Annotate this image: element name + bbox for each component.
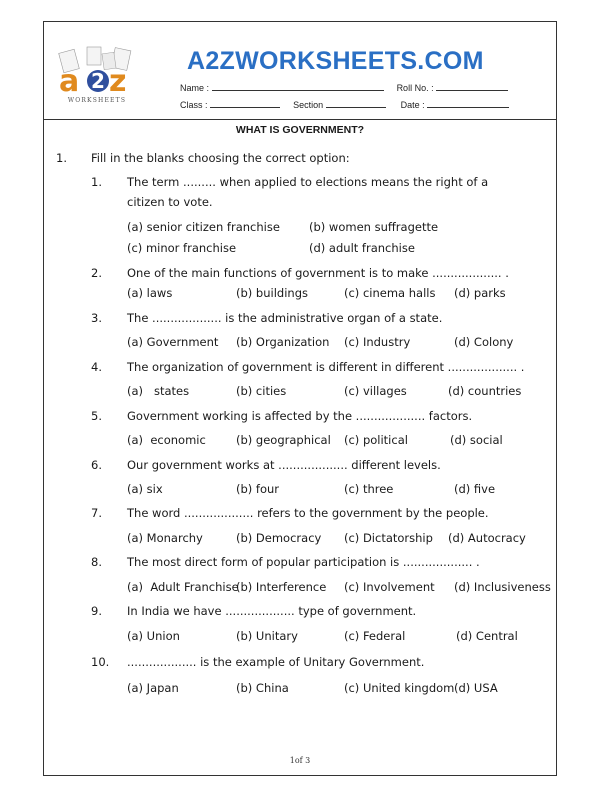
section-field[interactable] — [326, 100, 386, 108]
option-d[interactable]: (d) parks — [454, 286, 506, 300]
question-stem: The ................... is the administrative organ of a state. — [127, 311, 443, 325]
roll-label: Roll No. : — [396, 83, 434, 93]
question-stem: ................... is the example of Unitary Government. — [127, 655, 425, 669]
option-c[interactable]: (c) United kingdom — [344, 681, 455, 695]
name-field[interactable] — [212, 83, 384, 91]
option-d[interactable]: (d) Autocracy — [448, 531, 526, 545]
option-b[interactable]: (b) cities — [236, 384, 287, 398]
option-b[interactable]: (b) Organization — [236, 335, 330, 349]
option-d[interactable]: (d) adult franchise — [309, 241, 415, 255]
question-number: 10. — [91, 655, 110, 669]
option-b[interactable]: (b) four — [236, 482, 280, 496]
header-divider — [43, 119, 557, 120]
option-b[interactable]: (b) Interference — [236, 580, 327, 594]
option-c[interactable]: (c) Industry — [344, 335, 411, 349]
option-c[interactable]: (c) Dictatorship — [344, 531, 433, 545]
question-stem: Our government works at ................... different levels. — [127, 458, 441, 472]
question-stem: The word ................... refers to the government by the people. — [127, 506, 489, 520]
svg-text:2: 2 — [91, 69, 105, 93]
worksheet-title: WHAT IS GOVERNMENT? — [235, 124, 365, 136]
class-field[interactable] — [210, 100, 280, 108]
option-a[interactable]: (a) states — [127, 384, 190, 398]
question-number: 2. — [91, 266, 102, 280]
option-b[interactable]: (b) geographical — [236, 433, 331, 447]
logo-caption: WORKSHEETS — [67, 97, 127, 104]
option-c[interactable]: (c) Involvement — [344, 580, 435, 594]
date-label: Date : — [400, 100, 425, 110]
option-b[interactable]: (b) Democracy — [236, 531, 322, 545]
class-label: Class : — [180, 100, 208, 110]
option-d[interactable]: (d) countries — [448, 384, 522, 398]
option-a[interactable]: (a) Government — [127, 335, 219, 349]
question-number: 1. — [91, 175, 102, 189]
question-stem: Government working is affected by the ................... factors. — [127, 409, 473, 423]
instruction-text: Fill in the blanks choosing the correct option: — [91, 151, 350, 165]
question-number: 9. — [91, 604, 102, 618]
question-stem: The organization of government is different in different ................... . — [127, 360, 525, 374]
option-a[interactable]: (a) Japan — [127, 681, 179, 695]
option-d[interactable]: (d) USA — [454, 681, 498, 695]
option-a[interactable]: (a) Union — [127, 629, 180, 643]
option-c[interactable]: (c) Federal — [344, 629, 406, 643]
question-number: 6. — [91, 458, 102, 472]
date-field[interactable] — [427, 100, 509, 108]
option-d[interactable]: (d) Colony — [454, 335, 514, 349]
name-label: Name : — [180, 83, 210, 93]
section-label: Section — [293, 100, 324, 110]
svg-text:a: a — [59, 64, 80, 99]
option-c[interactable]: (c) cinema halls — [344, 286, 436, 300]
site-title: A2ZWORKSHEETS.COM — [187, 47, 484, 75]
question-number: 5. — [91, 409, 102, 423]
question-stem: In India we have ................... type of government. — [127, 604, 417, 618]
option-c[interactable]: (c) villages — [344, 384, 407, 398]
option-b[interactable]: (b) Unitary — [236, 629, 298, 643]
page-number: 1of 3 — [289, 756, 311, 765]
question-stem: The term ......... when applied to elections means the right of a citizen to vote. — [127, 175, 489, 209]
option-d[interactable]: (d) social — [450, 433, 503, 447]
section-number: 1. — [56, 151, 67, 165]
option-b[interactable]: (b) women suffragette — [309, 220, 439, 234]
option-c[interactable]: (c) minor franchise — [127, 241, 237, 255]
option-d[interactable]: (d) five — [454, 482, 496, 496]
option-b[interactable]: (b) buildings — [236, 286, 308, 300]
name-roll-row — [180, 83, 508, 93]
question-stem: One of the main functions of government is to make ................... . — [127, 266, 509, 280]
question-stem: The most direct form of popular participation is ................... . — [127, 555, 480, 569]
option-d[interactable]: (d) Inclusiveness — [454, 580, 551, 594]
question-number: 4. — [91, 360, 102, 374]
option-a[interactable]: (a) economic — [127, 433, 206, 447]
a2z-logo — [55, 45, 137, 107]
question-number: 7. — [91, 506, 102, 520]
option-a[interactable]: (a) Adult Franchise — [127, 580, 239, 594]
option-a[interactable]: (a) six — [127, 482, 163, 496]
option-a[interactable]: (a) Monarchy — [127, 531, 203, 545]
question-number: 8. — [91, 555, 102, 569]
option-c[interactable]: (c) three — [344, 482, 394, 496]
option-c[interactable]: (c) political — [344, 433, 408, 447]
svg-text:z: z — [109, 64, 127, 99]
question-number: 3. — [91, 311, 102, 325]
option-b[interactable]: (b) China — [236, 681, 289, 695]
roll-field[interactable] — [436, 83, 508, 91]
option-a[interactable]: (a) laws — [127, 286, 173, 300]
class-section-date-row — [180, 100, 509, 110]
option-a[interactable]: (a) senior citizen franchise — [127, 220, 280, 234]
option-d[interactable]: (d) Central — [456, 629, 518, 643]
